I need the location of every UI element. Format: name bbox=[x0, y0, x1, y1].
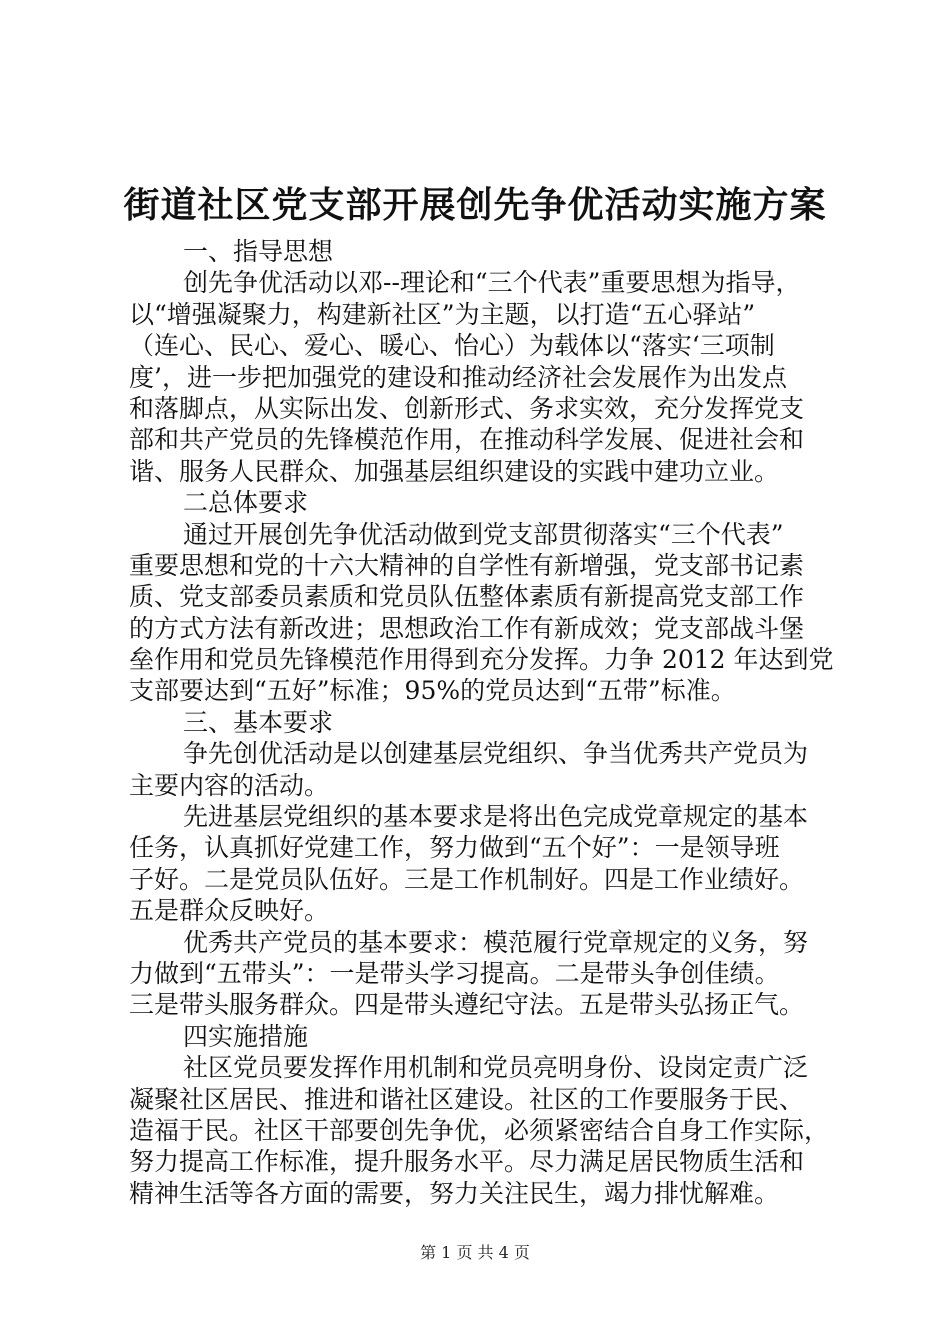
text-line: 垒作用和党员先锋模范作用得到充分发挥。力争 2012 年达到党 bbox=[129, 645, 834, 675]
text-line: 子好。二是党员队伍好。三是工作机制好。四是工作业绩好。 bbox=[129, 864, 805, 894]
text-line: 三是带头服务群众。四是带头遵纪守法。五是带头弘扬正气。 bbox=[129, 990, 805, 1020]
text-line: 优秀共产党员的基本要求：模范履行党章规定的义务，努 bbox=[183, 927, 809, 957]
text-line: 精神生活等各方面的需要，努力关注民生，竭力排忧解难。 bbox=[129, 1178, 780, 1208]
text-line: 以“增强凝聚力，构建新社区”为主题，以打造“五心驿站” bbox=[129, 299, 756, 329]
text-line: 三、基本要求 bbox=[183, 707, 334, 737]
text-line: 五是群众反映好。 bbox=[129, 896, 330, 926]
text-line: 支部要达到“五好”标准；95%的党员达到“五带”标准。 bbox=[129, 676, 736, 706]
text-line: 先进基层党组织的基本要求是将出色完成党章规定的基本 bbox=[183, 802, 809, 832]
text-line: 二总体要求 bbox=[183, 488, 309, 518]
text-line: 重要思想和党的十六大精神的自学性有新增强，党支部书记素 bbox=[129, 550, 805, 580]
text-line: 部和共产党员的先锋模范作用，在推动科学发展、促进社会和 bbox=[129, 425, 805, 455]
page-footer: 第 1 页 共 4 页 bbox=[420, 1243, 530, 1262]
text-line: 争先创优活动是以创建基层党组织、争当优秀共产党员为 bbox=[183, 739, 809, 769]
text-line: 造福于民。社区干部要创先争优，必须紧密结合自身工作实际， bbox=[129, 1115, 830, 1145]
text-line: 力做到“五带头”：一是带头学习提高。二是带头争创佳绩。 bbox=[129, 958, 780, 988]
text-line: 创先争优活动以邓--理论和“三个代表”重要思想为指导， bbox=[183, 268, 801, 298]
text-line: 社区党员要发挥作用机制和党员亮明身份、设岗定责广泛 bbox=[183, 1053, 809, 1083]
document-title: 街道社区党支部开展创先争优活动实施方案 bbox=[123, 185, 827, 226]
text-line: 的方式方法有新改进；思想政治工作有新成效；党支部战斗堡 bbox=[129, 613, 805, 643]
text-line: 四实施措施 bbox=[183, 1021, 309, 1051]
text-line: 谐、服务人民群众、加强基层组织建设的实践中建功立业。 bbox=[129, 456, 780, 486]
text-line: 凝聚社区居民、推进和谐社区建设。社区的工作要服务于民、 bbox=[129, 1084, 805, 1114]
text-line: 一、指导思想 bbox=[183, 237, 334, 266]
text-line: 度’，进一步把加强党的建设和推动经济社会发展作为出发点 bbox=[129, 362, 787, 392]
text-line: 和落脚点，从实际出发、创新形式、务求实效，充分发挥党支 bbox=[129, 393, 805, 423]
text-line: 任务，认真抓好党建工作，努力做到“五个好”：一是领导班 bbox=[129, 833, 780, 863]
text-line: 通过开展创先争优活动做到党支部贯彻落实“三个代表” bbox=[183, 519, 784, 549]
text-line: （连心、民心、爱心、暖心、怡心）为载体以“落实‘三项制 bbox=[129, 331, 775, 361]
text-line: 质、党支部委员素质和党员队伍整体素质有新提高党支部工作 bbox=[129, 582, 805, 612]
document-body bbox=[129, 236, 834, 1209]
text-line: 努力提高工作标准，提升服务水平。尽力满足居民物质生活和 bbox=[129, 1147, 805, 1177]
text-line: 主要内容的活动。 bbox=[129, 770, 330, 800]
